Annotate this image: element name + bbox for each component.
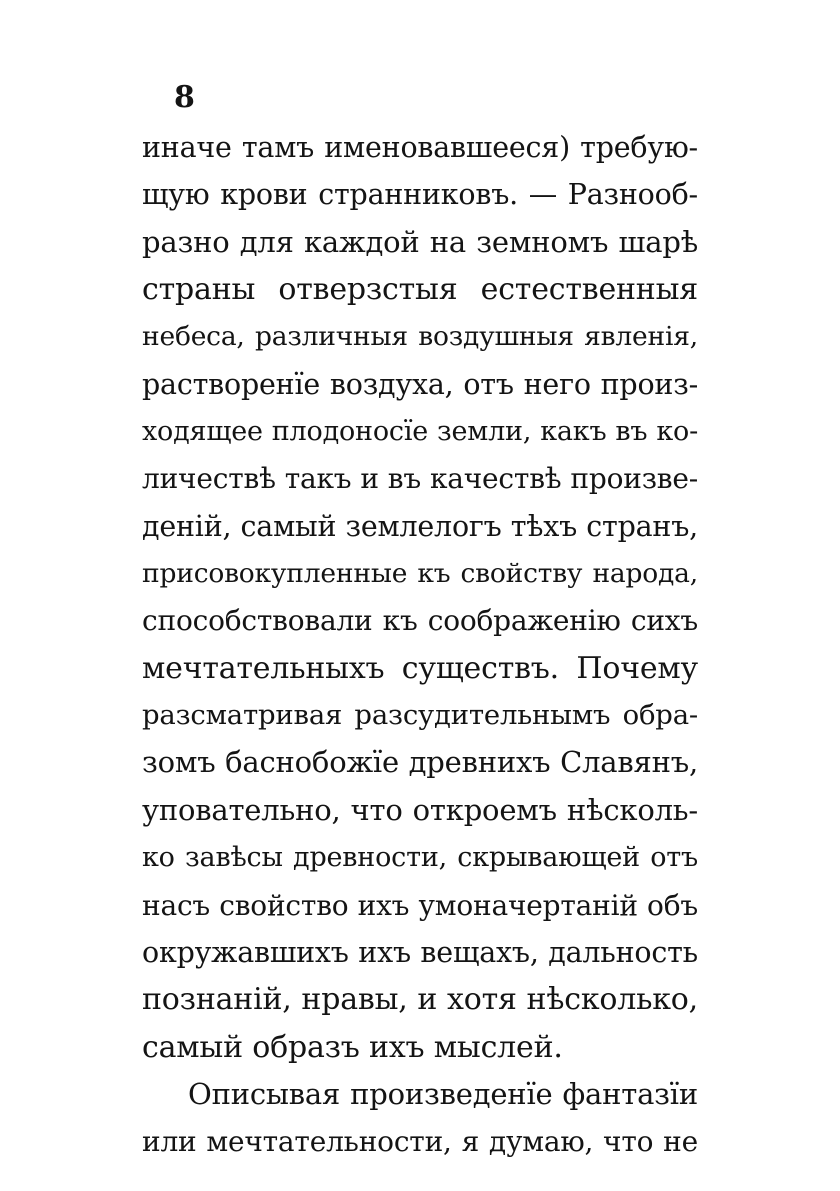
text-line: мечтательныхъ существъ. Почему [142,650,698,686]
text-line: познаній, нравы, и хотя нѣсколько, [142,982,698,1018]
text-line: иначе тамъ именовавшееся) требую- [142,131,698,164]
text-line: щую крови странниковъ. — Разнооб- [142,178,698,212]
text-line: деній, самый землелогъ тѣхъ странъ, [142,509,698,543]
text-line: насъ свойство ихъ умоначертаній объ [142,888,698,922]
text-line: или мечтательности, я думаю, что не [142,1125,698,1159]
text-line: страны отверзстыя естественныя [142,272,698,308]
text-line: небеса, различныя воздушныя явленія, [142,321,698,353]
text-line-paragraph-start: Описывая произведенїе фантазїи [188,1076,698,1111]
text-line: способствовали къ соображенію сихъ [142,604,698,638]
text-line: разсматривая разсудительнымъ обра- [142,699,698,732]
body-text [142,124,698,1166]
text-line: растворенїе воздуха, отъ него произ- [142,367,698,401]
text-line: уповательно, что откроемъ нѣсколь- [142,792,698,827]
text-line: окружавшихъ ихъ вещахъ, дальность [142,935,698,969]
text-line: разно для каждой на земномъ шарѣ [142,224,698,259]
text-line: ко завѣсы древности, скрывающей отъ [142,842,698,874]
text-line: присовокупленные къ свойству народа, [142,558,698,590]
text-line: личествѣ такъ и въ качествѣ произве- [142,462,698,496]
text-line: ходящее плодоносїе земли, какъ въ ко- [142,416,698,448]
text-line: самый образъ ихъ мыслей. [142,1029,563,1065]
text-line: зомъ баснобожїе древнихъ Славянъ, [142,745,698,780]
page-number: 8 [174,80,195,115]
